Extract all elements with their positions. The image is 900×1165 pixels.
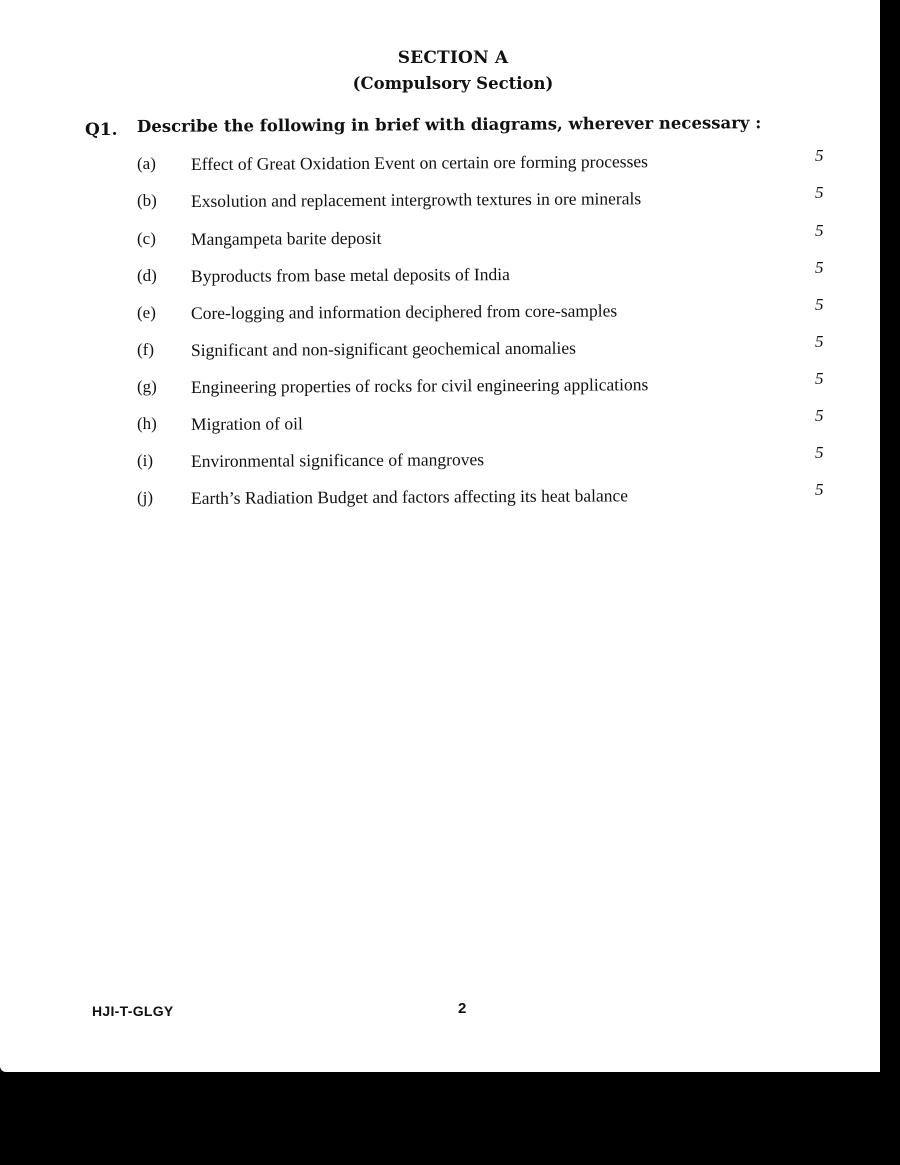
item-marks: 5 <box>815 443 824 462</box>
question-item-c <box>0 221 880 257</box>
paper-code: HJI-T-GLGY <box>92 1003 174 1019</box>
item-text: Engineering properties of rocks for civil engineering applications <box>190 374 649 397</box>
item-label: (c) <box>137 229 156 248</box>
item-label: (g) <box>137 377 157 396</box>
item-text: Environmental significance of mangroves <box>190 449 485 471</box>
question-item-j <box>0 480 880 516</box>
question-item-a <box>0 146 880 182</box>
item-label: (h) <box>137 414 157 433</box>
item-marks: 5 <box>815 295 824 314</box>
item-marks: 5 <box>815 369 824 388</box>
item-marks: 5 <box>815 406 824 425</box>
question-item-e <box>0 295 880 331</box>
section-subtitle: (Compulsory Section) <box>352 74 554 93</box>
item-label: (f) <box>137 340 154 359</box>
item-text: Migration of oil <box>190 413 303 434</box>
item-text: Significant and non-significant geochemical anomalies <box>190 337 576 360</box>
item-text: Effect of Great Oxidation Event on certain ore forming processes <box>190 151 649 174</box>
question-number: Q1. <box>85 120 118 140</box>
item-label: (j) <box>137 488 154 507</box>
item-label: (d) <box>137 266 157 285</box>
question-item-g <box>0 369 880 405</box>
item-marks: 5 <box>815 332 824 351</box>
question-stem: Describe the following in brief with diagrams, wherever necessary : <box>136 113 762 136</box>
item-text: Earth’s Radiation Budget and factors affecting its heat balance <box>190 485 629 508</box>
question-item-h <box>0 406 880 442</box>
item-marks: 5 <box>815 183 824 202</box>
item-marks: 5 <box>815 146 824 165</box>
page-number: 2 <box>458 1000 467 1017</box>
section-title: SECTION A <box>397 48 509 68</box>
item-label: (a) <box>137 154 156 173</box>
item-text: Mangampeta barite deposit <box>190 227 382 249</box>
item-marks: 5 <box>815 480 824 499</box>
item-label: (e) <box>137 303 156 322</box>
item-text: Exsolution and replacement intergrowth textures in ore minerals <box>190 188 642 211</box>
item-label: (i) <box>137 451 154 470</box>
question-item-b <box>0 183 880 219</box>
question-item-f <box>0 332 880 368</box>
item-marks: 5 <box>815 221 824 240</box>
question-item-i <box>0 443 880 479</box>
item-marks: 5 <box>815 258 824 277</box>
item-text: Core-logging and information deciphered from core-samples <box>190 300 618 323</box>
question-item-d <box>0 258 880 294</box>
item-text: Byproducts from base metal deposits of India <box>190 264 510 286</box>
item-label: (b) <box>137 191 157 210</box>
